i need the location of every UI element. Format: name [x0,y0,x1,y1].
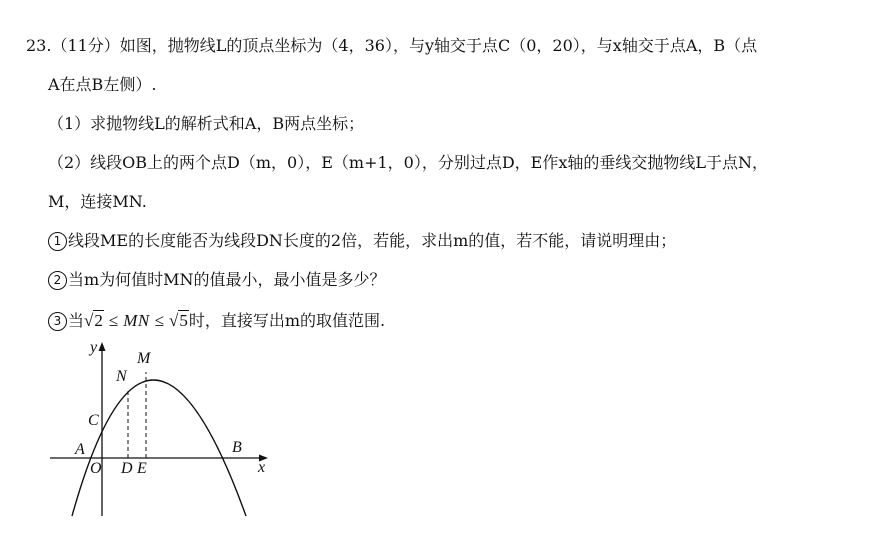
inequality-middle: ≤ MN ≤ [103,311,170,330]
sqrt-expression-b: √5 [169,311,188,330]
parabola-figure [40,334,280,520]
sqrt-radicand-a: 2 [94,311,103,330]
subquestion-1 [48,230,676,252]
label-M: M [137,350,151,367]
subquestion-3-suffix: 时，直接写出m的取值范围. [188,311,386,330]
sqrt-radicand-b: 5 [179,311,188,330]
label-x: x [258,459,266,476]
label-N: N [116,368,127,385]
circled-number-1: 1 [48,232,67,251]
subquestion-2 [48,269,386,291]
circled-number-2: 2 [48,271,67,290]
part-2: （2）线段OB上的两个点D（m，0），E（m+1，0），分别过点D，E作x轴的垂线交抛物线L于点N， [48,153,769,172]
problem-header: 23.（11分）如图，抛物线L的顶点坐标为（4，36），与y轴交于点C（0，20），与x轴交于点A，B（点 [26,36,758,55]
subquestion-3 [48,310,385,332]
part-1: （1）求抛物线L的解析式和A，B两点坐标； [48,114,365,133]
label-A: A [75,441,85,458]
parabola-curve [72,380,246,516]
label-y: y [90,339,98,356]
label-D: D [121,460,133,477]
label-B: B [232,439,242,456]
label-E: E [137,460,147,477]
part-2-cont: M，连接MN. [48,192,147,211]
y-axis-arrow-icon [99,342,106,351]
circled-number-3: 3 [48,312,67,331]
subquestion-1-text: 线段ME的长度能否为线段DN长度的2倍，若能，求出m的值，若不能，请说明理由； [68,231,677,250]
label-C: C [88,412,99,429]
subquestion-2-text: 当m为何值时MN的值最小，最小值是多少？ [68,270,386,289]
label-O: O [90,460,102,477]
problem-header-cont: A在点B左侧）. [48,75,157,94]
sqrt-expression-a: √2 [84,311,103,330]
subquestion-3-prefix: 当 [68,311,85,330]
